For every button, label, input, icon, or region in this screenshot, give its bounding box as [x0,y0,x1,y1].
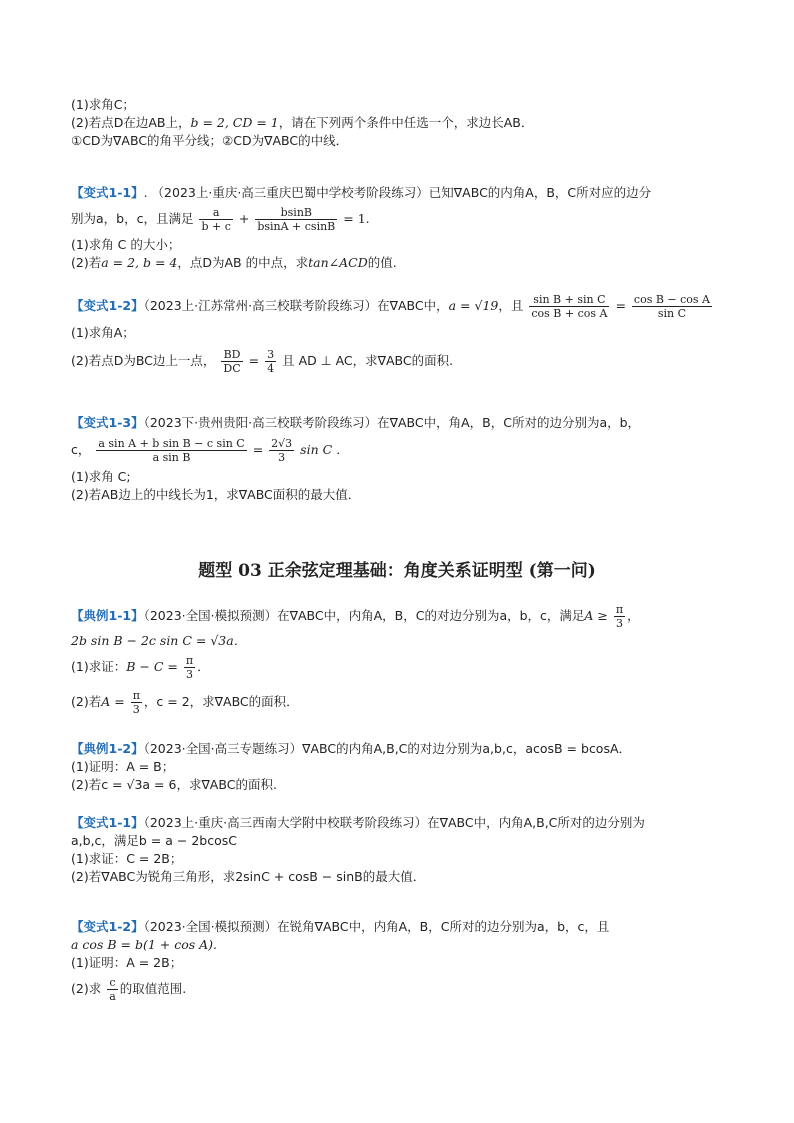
question-2: (2)若A = $\frac{\pi}{3}$ ，c = 2，求∇ABC的面积． [71,689,299,716]
question-2: (2)若∇ABC为锐角三角形，求2sinC + cosB − sinB的最大值． [71,869,426,884]
variant-1-2b-block [71,918,731,1006]
question-1: (1)求角C； [71,97,135,112]
fraction: $\frac{a}{b + c}$ [201,206,231,233]
question-2: (2)若c = √3a = 6，求∇ABC的面积. [71,777,277,792]
problem-tag: 【典例1-1】 [71,608,144,623]
problem-header: 【典例1-1】（2023·全国·模拟预测）在∇ABC中，内角A，B，C的对边分别为a，b，c，满足A ≥ $\frac{\pi}{3}$ ， [71,603,640,630]
question-2: (2)若a = 2, b = 4，点D为AB 的中点，求tan∠ACD的值. [71,255,397,270]
fraction: $\frac{\pi}{3}$ [615,603,624,630]
question-1: (1)求证：C = 2B； [71,851,183,866]
given-equation: a,b,c，满足b = a − 2bcosC [71,833,237,848]
problem-header: 【变式1-1】（2023上·重庆·高三西南大学附中校联考阶段练习）在∇ABC中，内角A,B,C所对的边分别为 [71,815,645,830]
problem-header: 【变式1-1】. （2023上·重庆·高三重庆巴蜀中学校考阶段练习）已知∇ABC的内角A，B，C所对应的边分 [71,185,652,200]
fraction: $\frac{BD}{DC}$ [223,348,241,375]
problem-header: 【变式1-3】（2023下·贵州贵阳·高三校联考阶段练习）在∇ABC中，角A，B，C所对的边分别为a，b， [71,415,641,430]
question-2: (2)若点D在边AB上，b = 2, CD = 1，请在下列两个条件中任选一个，求边长AB． [71,115,534,130]
fraction: $\frac{\pi}{3}$ [132,689,140,716]
section-title: 题型 03 正余弦定理基础：角度关系证明型 (第一问) [198,561,596,581]
question-1: (1)证明：A = 2B； [71,955,183,970]
given-equation: 2b sin B − 2c sin C = √3a． [71,633,247,648]
problem-tag: 【变式1-1】 [71,815,144,830]
problem-tag: 【变式1-1】 [71,185,144,200]
question-1: (1)求角 C; [71,469,131,484]
fraction: $\frac{c}{a}$ [109,976,116,1003]
fraction: $\frac{\text{a sin A + b sin B − c sin C}}{\text{a sin B}}$ [98,437,245,464]
example-1-2-block [71,740,731,794]
fraction: $\frac{\text{cos B − cos A}}{\text{sin C}}$ [633,293,710,320]
question-1: (1)求证：B − C = $\frac{\pi}{3}$ ． [71,654,210,681]
fraction: $\frac{2√3}{3}$ [271,437,293,464]
fraction: $\frac{\text{sin B + sin C}}{\text{cos B + cos A}}$ [531,293,608,320]
question-1: (1)证明：A = B； [71,759,175,774]
fraction: $\frac{3}{4}$ [267,348,275,375]
variant-1-3-block [71,414,731,504]
problem-header: 【典例1-2】（2023·全国·高三专题练习）∇ABC的内角A,B,C的对边分别为a,b,c，acosB = bcosA． [71,741,632,756]
problem-header: 【变式1-2】（2023·全国·模拟预测）在锐角∇ABC中，内角A，B，C所对的边分别为a，b，c，且 [71,919,610,934]
fraction: $\frac{bsinB}{bsinA + csinB}$ [257,206,336,233]
given-equation: 别为a，b，c，且满足 $\frac{a}{b + c}$ + $\frac{bsinB}{bsinA + csinB}$ = 1. [71,206,370,233]
example-1-1-block [71,600,731,720]
problem-tag: 【变式1-2】 [71,919,144,934]
problem-tag: 【变式1-2】 [71,298,144,313]
fraction: $\frac{\pi}{3}$ [185,654,194,681]
given-equation: a cos B = b(1 + cos A). [71,937,217,952]
question-1: (1)求角A； [71,325,135,340]
problem-header: 【变式1-2】（2023上·江苏常州·高三校联考阶段练习）在∇ABC中，a = √19，且 $\frac{\text{sin B + sin C}}{\text{cos B + cos A}}$ = $\frac{\text{cos B − cos A}}{\text{sin C}}$ [71,293,710,320]
variant-1-2-block [71,288,731,380]
variant-1-1b-block [71,814,731,886]
intro-block [71,96,731,150]
question-2: (2)求 $\frac{c}{a}$ 的取值范围. [71,976,187,1003]
question-2: (2)若点D为BC边上一点， $\frac{BD}{DC}$ = $\frac{3}{4}$ 且 AD ⊥ AC，求∇ABC的面积. [71,348,454,375]
given-equation: c， $\frac{\text{a sin A + b sin B − c sin C}}{\text{a sin B}}$ = $\frac{2√3}{3}$ sin C ． [71,437,349,464]
variant-1-1-block [71,184,731,272]
problem-tag: 【变式1-3】 [71,415,144,430]
condition-options: ①CD为∇ABC的角平分线；②CD为∇ABC的中线． [71,133,349,148]
question-1: (1)求角 C 的大小； [71,237,181,252]
problem-tag: 【典例1-2】 [71,741,144,756]
question-2: (2)若AB边上的中线长为1，求∇ABC面积的最大值． [71,487,361,502]
